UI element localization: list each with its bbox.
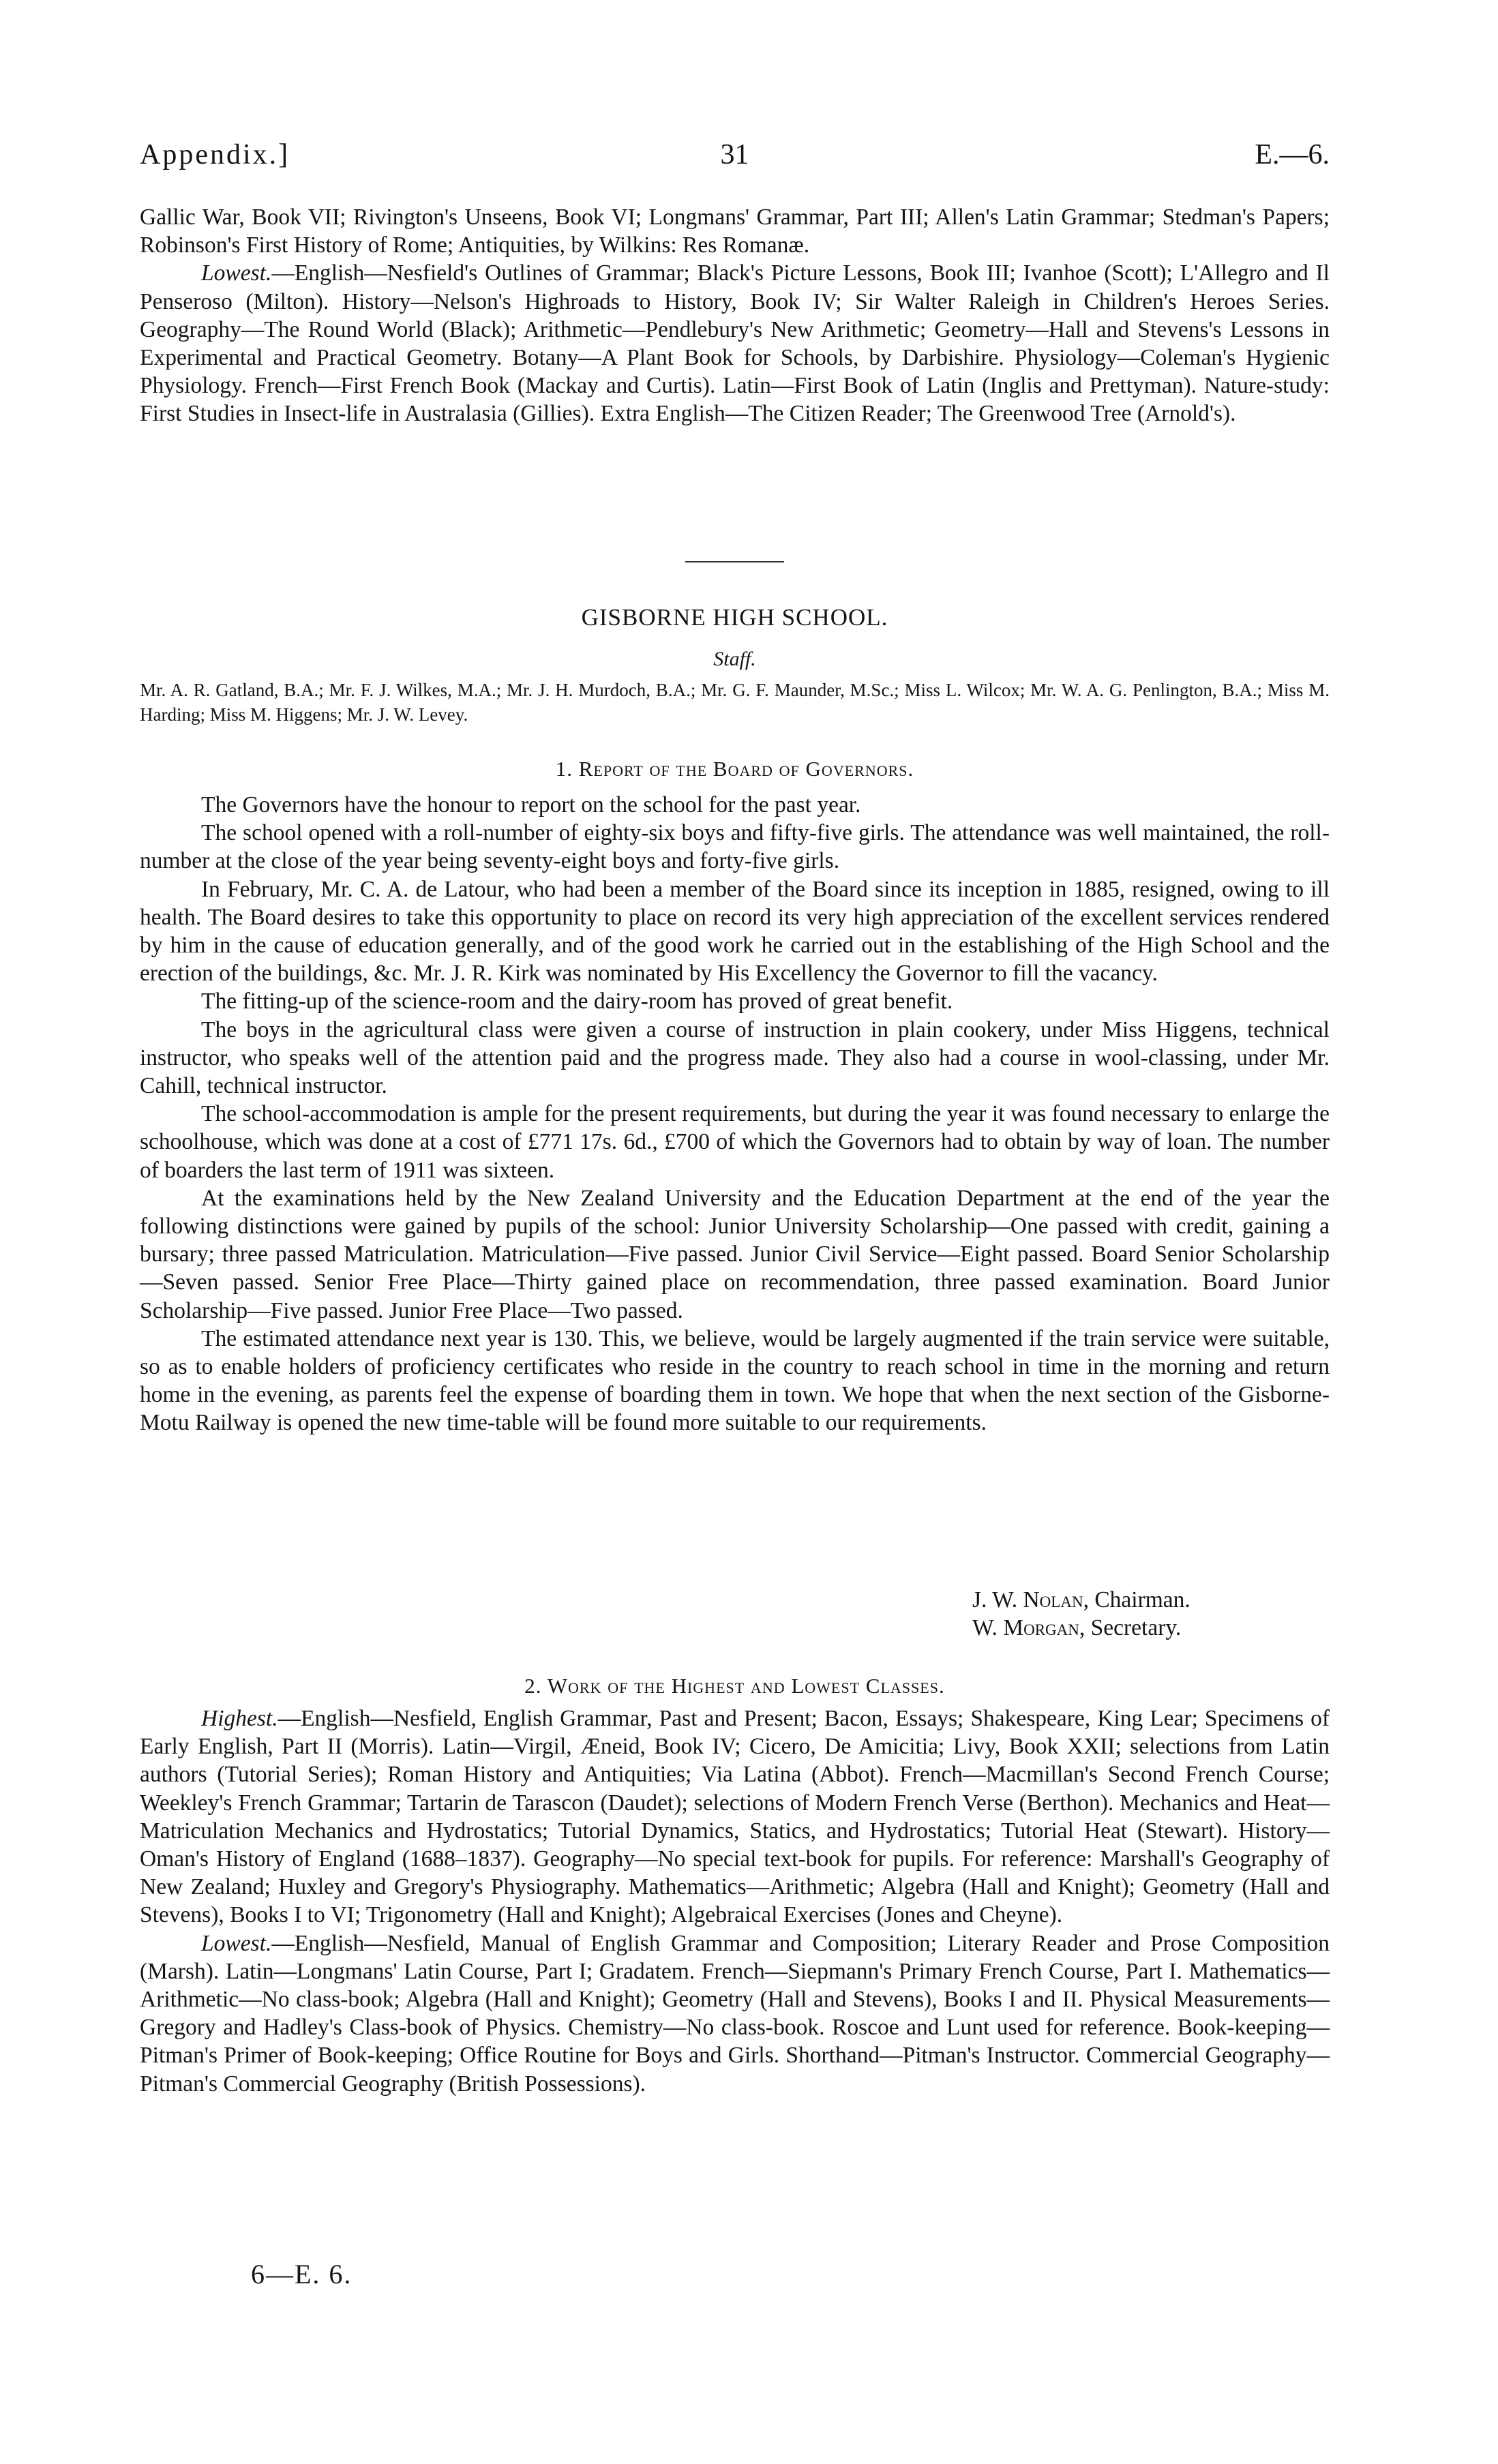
section-divider [685, 561, 784, 562]
signature-chairman [972, 1587, 1190, 1613]
staff-label: Staff. [713, 648, 756, 670]
secretary-role: , Secretary. [1079, 1615, 1182, 1640]
highest-paragraph [140, 1704, 1330, 1929]
report-paragraph: The Governors have the honour to report on the school for the past year. [201, 792, 861, 817]
report-paragraph: In February, Mr. C. A. de Latour, who had been a member of the Board since its inception in 1885, resigned, owing to ill health. The Board desires to take this opportunity to place on record its very high appreciation of the excellent services rendered by him in the cause of education generally, and of the good work he carried out in the establishing of the High School and the erection of the buildings, &c. Mr. J. R. Kirk was nominated by His Excellency the Governor to fill the vacancy. [140, 876, 1330, 987]
report-paragraph: The fitting-up of the science-room and the dairy-room has proved of great benefit. [201, 989, 953, 1015]
report-paragraph: The boys in the agricultural class were given a course of instruction in plain cookery, under Miss Higgens, technical instructor, who speaks well of the attention paid and the progress made. They also had a course in wool-classing, under Mr. Cahill, technical instructor. [140, 1017, 1330, 1099]
highest-text: —English—Nesfield, English Grammar, Past and Present; Bacon, Essays; Shakespeare, King Lear; Specimens of Early English, Part II (Morris). Latin—Virgil, Æneid, Book IV; Cicero, De Amicitia; Livy, Book XXII; selections from Latin authors (Tutorial Series); Roman History and Antiquities; Via Latina (Abbot). French—Macmillan's Second French Course; Weekley's French Grammar; Tartarin de Tarascon (Daudet); selections of Modern French Verse (Berthon). Mechanics and Heat—Matriculation Mechanics and Hydrostatics; Tutorial Dynamics, Statics, and Hydrostatics; Tutorial Heat (Stewart). History—Oman's History of England (1688–1837). Geography—No special text-book for pupils. For reference: Marshall's Geography of New Zealand; Huxley and Gregory's Physiography. Mathematics—Arithmetic; Algebra (Hall and Knight); Geometry (Hall and Stevens), Books I to VI; Trigonometry (Hall and Knight); Algebraical Exercises (Jones and Cheyne). [140, 1706, 1330, 1928]
lowest-text: —English—Nesfield's Outlines of Grammar; Black's Picture Lessons, Book III; Ivanhoe (Scott); L'Allegro and Il Penseroso (Milton). History—Nelson's Highroads to History, Book IV; Sir Walter Raleigh in Children's Heroes Series. Geography—The Round World (Black); Arithmetic—Pendlebury's New Arithmetic; Geometry—Hall and Stevens's Lessons in Experimental and Practical Geometry. Botany—A Plant Book for Schools, by Darbishire. Physiology—Coleman's Hygienic Physiology. French—First French Book (Mackay and Curtis). Latin—First Book of Latin (Inglis and Prettyman). Nature-study: First Studies in Insect-life in Australasia (Gillies). Extra English—The Citizen Reader; The Greenwood Tree (Arnold's). [140, 260, 1330, 427]
header-paper-code: E.—6. [1255, 139, 1330, 170]
chairman-name: Nolan [1023, 1587, 1083, 1612]
page-header [140, 138, 1330, 177]
printer-signature-mark: 6—E. 6. [251, 2259, 353, 2289]
signature-secretary [972, 1615, 1181, 1641]
page-number: 31 [720, 139, 749, 170]
work-heading: 2. Work of the Highest and Lowest Classes. [524, 1674, 945, 1698]
intro-lowest-paragraph [140, 259, 1330, 427]
intro-continuation [140, 203, 1330, 428]
work-body [140, 1704, 1330, 2098]
report-paragraph: At the examinations held by the New Zealand University and the Education Department at the end of the year the following distinctions were gained by pupils of the school: Junior University Scholarship—One passed with credit, gaining a bursary; three passed Matriculation. Matriculation—Five passed. Junior Civil Service—Eight passed. Board Senior Scholarship—Seven passed. Senior Free Place—Thirty gained place on recommendation, three passed examination. Board Junior Scholarship—Five passed. Junior Free Place—Two passed. [140, 1185, 1330, 1323]
lowest-label: Lowest. [201, 260, 272, 286]
staff-list [140, 678, 1330, 727]
chairman-role: , Chairman. [1083, 1587, 1190, 1612]
work-lowest-label: Lowest. [201, 1930, 272, 1956]
lowest-paragraph [140, 1929, 1330, 2098]
report-paragraph: The school opened with a roll-number of eighty-six boys and fifty-five girls. The attendance was well maintained, the roll-number at the close of the year being seventy-eight boys and forty-five girls. [140, 820, 1330, 874]
intro-paragraph: Gallic War, Book VII; Rivington's Unseens, Book VI; Longmans' Grammar, Part III; Allen's Latin Grammar; Stedman's Papers; Robinson's First History of Rome; Antiquities, by Wilkins: Res Romanæ. [140, 205, 1330, 258]
staff-names: Mr. A. R. Gatland, B.A.; Mr. F. J. Wilkes, M.A.; Mr. J. H. Murdoch, B.A.; Mr. G. F. Maunder, M.Sc.; Miss L. Wilcox; Mr. W. A. G. Penlington, B.A.; Miss M. Harding; Miss M. Higgens; Mr. J. W. Levey. [140, 680, 1330, 725]
highest-label: Highest. [201, 1706, 278, 1731]
school-title: GISBORNE HIGH SCHOOL. [581, 604, 888, 631]
secretary-initials: W. [972, 1615, 998, 1640]
report-paragraph: The estimated attendance next year is 130. This, we believe, would be largely augmented if the train service were suitable, so as to enable holders of proficiency certificates who reside in the country to reach school in time in the morning and return home in the evening, as parents feel the expense of boarding them in town. We hope that when the next section of the Gisborne-Motu Railway is opened the new time-table will be found more suitable to our requirements. [140, 1325, 1330, 1436]
report-body [140, 791, 1330, 1437]
work-lowest-text: —English—Nesfield, Manual of English Grammar and Composition; Literary Reader and Prose Composition (Marsh). Latin—Longmans' Latin Course, Part I; Gradatem. French—Siepmann's Primary French Course, Part I. Mathematics—Arithmetic—No class-book; Algebra (Hall and Knight); Geometry (Hall and Stevens), Books I and II. Physical Measurements—Gregory and Hadley's Class-book of Physics. Chemistry—No class-book. Roscoe and Lunt used for reference. Book-keeping—Pitman's Primer of Book-keeping; Office Routine for Boys and Girls. Shorthand—Pitman's Instructor. Commercial Geography—Pitman's Commercial Geography (British Possessions). [140, 1930, 1330, 2097]
chairman-initials: J. W. [972, 1587, 1018, 1612]
report-heading: 1. Report of the Board of Governors. [555, 757, 914, 781]
header-appendix: Appendix.] [140, 139, 290, 170]
report-paragraph: The school-accommodation is ample for the present requirements, but during the year it was found necessary to enlarge the schoolhouse, which was done at a cost of £771 17s. 6d., £700 of which the Governors had to obtain by way of loan. The number of boarders the last term of 1911 was sixteen. [140, 1101, 1330, 1183]
secretary-name: Morgan [1003, 1615, 1079, 1640]
